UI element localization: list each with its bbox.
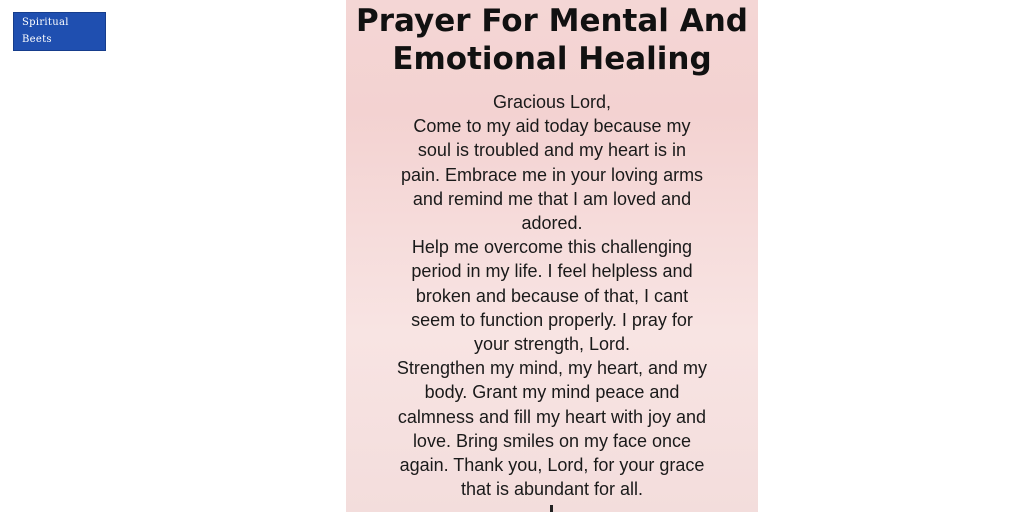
prayer-line: that is abundant for all. xyxy=(460,479,644,500)
site-logo[interactable] xyxy=(13,12,106,51)
prayer-line: broken and because of that, I cant xyxy=(415,285,689,306)
prayer-line: and remind me that I am loved and xyxy=(412,188,692,209)
prayer-title xyxy=(346,2,758,78)
logo-text-top: Spiritual xyxy=(22,17,69,28)
prayer-line: soul is troubled and my heart is in xyxy=(417,140,687,161)
prayer-line: Come to my aid today because my xyxy=(413,116,691,137)
cut-off-text-fragment xyxy=(550,505,553,512)
prayer-line: adored. xyxy=(521,213,583,234)
prayer-line: calmness and fill my heart with joy and xyxy=(397,406,707,427)
prayer-line: Help me overcome this challenging xyxy=(411,237,693,258)
prayer-line: love. Bring smiles on my face once xyxy=(412,430,692,451)
prayer-line: period in my life. I feel helpless and xyxy=(411,261,693,282)
prayer-line: Strengthen my mind, my heart, and my xyxy=(396,358,708,379)
prayer-text xyxy=(346,90,758,501)
logo-text-bottom: Beets xyxy=(22,34,52,45)
prayer-line: your strength, Lord. xyxy=(473,334,631,355)
prayer-line: body. Grant my mind peace and xyxy=(424,382,680,403)
prayer-title-line-1: Prayer For Mental And xyxy=(356,3,748,39)
prayer-line: seem to function properly. I pray for xyxy=(411,309,693,330)
prayer-line: Gracious Lord, xyxy=(492,92,612,112)
prayer-line: again. Thank you, Lord, for your grace xyxy=(399,455,705,476)
prayer-line: pain. Embrace me in your loving arms xyxy=(400,164,704,185)
prayer-card xyxy=(346,0,758,512)
prayer-title-line-2: Emotional Healing xyxy=(392,41,712,77)
